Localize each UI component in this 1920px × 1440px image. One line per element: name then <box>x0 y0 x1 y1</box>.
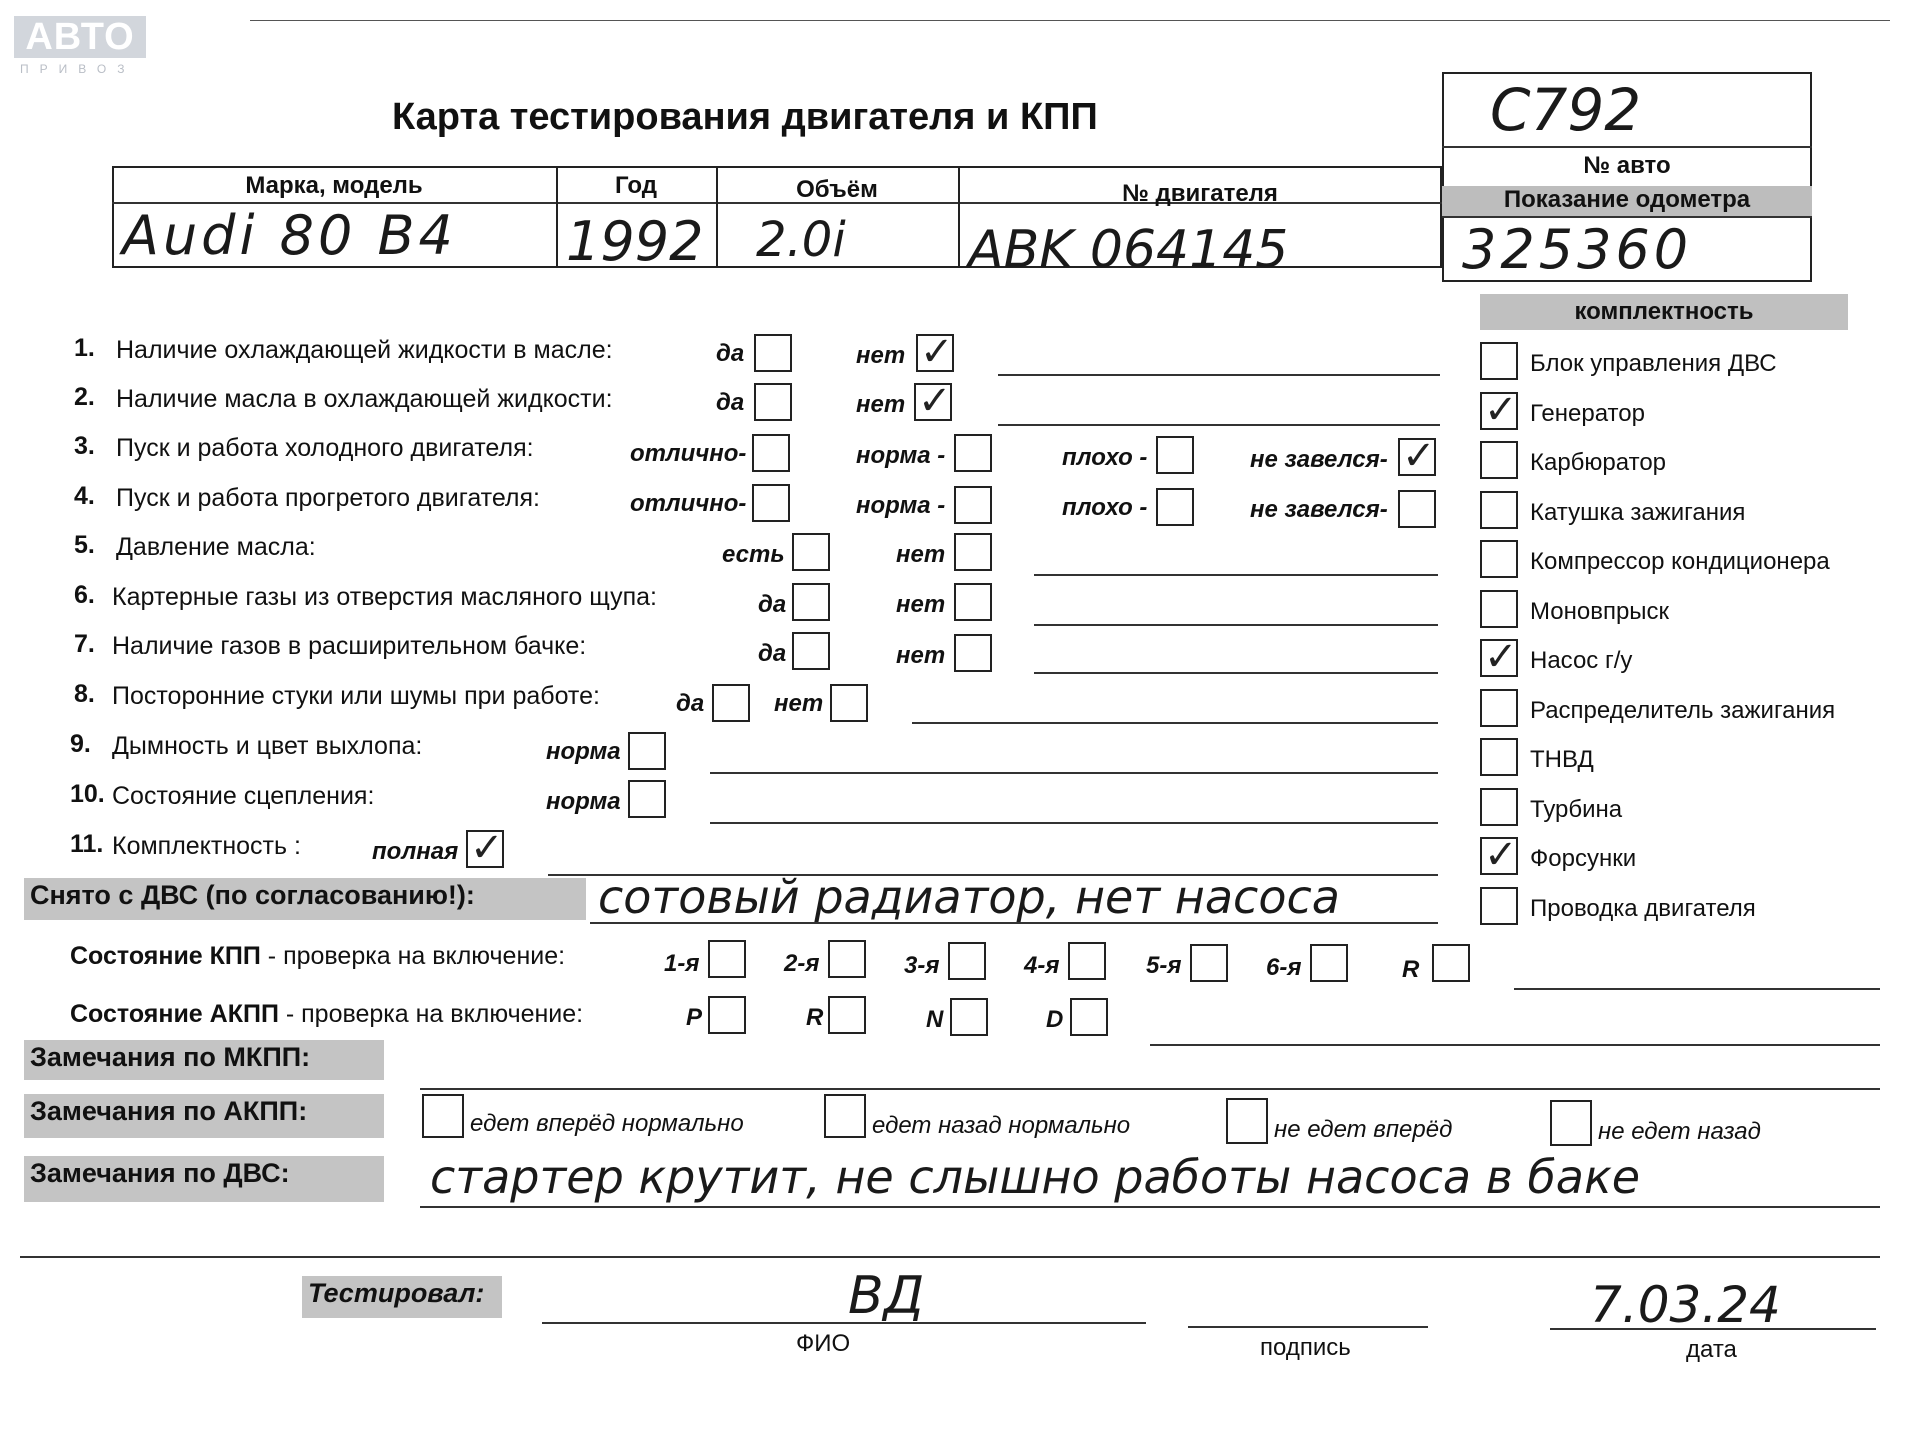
question-number: 9. <box>70 730 91 758</box>
completeness-label: Проводка двигателя <box>1530 895 1756 922</box>
option-label: нет <box>896 642 946 669</box>
column-header-volume: Объём <box>796 176 878 203</box>
completeness-checkbox[interactable] <box>1480 639 1518 677</box>
question-number: 5. <box>74 531 95 559</box>
removed-line <box>590 922 1438 924</box>
option-label: нет <box>856 342 906 369</box>
test-date-value: 7.03.24 <box>1590 1276 1781 1334</box>
q6-option-yes-checkbox[interactable] <box>792 583 830 621</box>
tested-by-label: Тестировал: <box>302 1276 502 1318</box>
q10-option-normal-checkbox[interactable] <box>628 780 666 818</box>
akpp-notes-line <box>1150 1044 1880 1046</box>
akpp-position-label: R <box>806 1004 824 1031</box>
akpp-option-label: едет вперёд нормально <box>470 1110 744 1137</box>
akpp-d-checkbox[interactable] <box>1070 998 1108 1036</box>
question-text: Посторонние стуки или шумы при работе: <box>112 682 600 710</box>
akpp-position-label: D <box>1046 1006 1064 1033</box>
column-header-brand: Марка, модель <box>245 172 423 199</box>
completeness-label: Блок управления ДВС <box>1530 350 1777 377</box>
q11-option-full-checkbox[interactable] <box>466 830 504 868</box>
gear-r-checkbox[interactable] <box>1432 944 1470 982</box>
akpp-forward-ok-checkbox[interactable] <box>422 1094 464 1138</box>
odometer-value: 325360 <box>1462 218 1693 281</box>
q1-option-no-checkbox[interactable] <box>916 334 954 372</box>
remarks-akpp-label: Замечания по АКПП: <box>24 1094 384 1138</box>
q3-option-excellent-checkbox[interactable] <box>752 434 790 472</box>
akpp-label-bold: Состояние АКПП <box>70 1000 279 1028</box>
gear-label: 1-я <box>664 950 700 977</box>
akpp-option-label: едет назад нормально <box>872 1112 1131 1139</box>
question-text: Давление масла: <box>116 533 316 561</box>
q8-option-no-checkbox[interactable] <box>830 684 868 722</box>
question-number: 4. <box>74 482 95 510</box>
notes-line <box>1034 672 1438 674</box>
akpp-position-label: N <box>926 1006 944 1033</box>
completeness-header: комплектность <box>1480 294 1848 330</box>
option-label: норма <box>546 738 621 765</box>
completeness-label: Турбина <box>1530 796 1623 823</box>
remarks-mkpp-label: Замечания по МКПП: <box>24 1040 384 1080</box>
q4-option-no-start-checkbox[interactable] <box>1398 490 1436 528</box>
completeness-checkbox[interactable] <box>1480 441 1518 479</box>
akpp-option-label: не едет вперёд <box>1274 1116 1453 1143</box>
akpp-position-label: P <box>686 1004 703 1031</box>
q6-option-no-checkbox[interactable] <box>954 583 992 621</box>
completeness-label: Распределитель зажигания <box>1530 697 1836 724</box>
option-label: не завелся- <box>1250 496 1388 523</box>
q7-option-no-checkbox[interactable] <box>954 634 992 672</box>
question-text: Дымность и цвет выхлопа: <box>112 732 423 760</box>
q4-option-bad-checkbox[interactable] <box>1156 488 1194 526</box>
notes-line <box>998 374 1440 376</box>
value-volume: 2.0i <box>756 212 846 268</box>
completeness-checkbox[interactable] <box>1480 392 1518 430</box>
kpp-notes-line <box>1514 988 1880 990</box>
akpp-option-label: не едет назад <box>1598 1118 1761 1145</box>
gear-6-checkbox[interactable] <box>1310 944 1348 982</box>
q8-option-yes-checkbox[interactable] <box>712 684 750 722</box>
auto-number-divider <box>1442 146 1812 148</box>
gear-3-checkbox[interactable] <box>948 942 986 980</box>
notes-line <box>912 722 1438 724</box>
gear-label: 6-я <box>1266 954 1302 981</box>
avto-privoz-logo <box>14 16 146 76</box>
kpp-label-rest: - проверка на включение: <box>260 942 566 970</box>
question-number: 7. <box>74 630 95 658</box>
option-label: полная <box>372 838 459 865</box>
q1-option-yes-checkbox[interactable] <box>754 334 792 372</box>
completeness-checkbox[interactable] <box>1480 491 1518 529</box>
question-text: Пуск и работа холодного двигателя: <box>116 434 534 462</box>
notes-line <box>710 772 1438 774</box>
question-number: 1. <box>74 334 95 362</box>
completeness-checkbox[interactable] <box>1480 887 1518 925</box>
remarks-mkpp-line <box>420 1088 1880 1090</box>
completeness-checkbox[interactable] <box>1480 590 1518 628</box>
completeness-checkbox[interactable] <box>1480 689 1518 727</box>
completeness-label: ТНВД <box>1530 746 1594 773</box>
gear-label: 2-я <box>784 950 820 977</box>
gear-label: R <box>1402 956 1420 983</box>
question-number: 8. <box>74 680 95 708</box>
option-label: нет <box>774 690 824 717</box>
gear-4-checkbox[interactable] <box>1068 942 1106 980</box>
q4-option-normal-checkbox[interactable] <box>954 486 992 524</box>
akpp-label-rest: - проверка на включение: <box>278 1000 584 1028</box>
removed-label: Снято с ДВС (по согласованию!): <box>24 878 586 920</box>
option-label: норма - <box>856 442 946 469</box>
option-label: нет <box>896 541 946 568</box>
q3-option-normal-checkbox[interactable] <box>954 434 992 472</box>
option-label: нет <box>856 391 906 418</box>
column-header-year: Год <box>615 172 657 199</box>
question-text: Наличие масла в охлаждающей жидкости: <box>116 385 613 413</box>
removed-note: сотовый радиатор, нет насоса <box>598 870 1340 924</box>
q5-option-no-checkbox[interactable] <box>954 533 992 571</box>
question-text: Наличие охлаждающей жидкости в масле: <box>116 336 613 364</box>
akpp-no-forward-checkbox[interactable] <box>1226 1098 1268 1144</box>
notes-line <box>998 424 1440 426</box>
option-label: отлично- <box>630 490 747 517</box>
kpp-label-bold: Состояние КПП <box>70 942 261 970</box>
q5-option-yes-checkbox[interactable] <box>792 533 830 571</box>
completeness-label: Форсунки <box>1530 845 1637 872</box>
remarks-dvs-label: Замечания по ДВС: <box>24 1156 384 1202</box>
gear-label: 3-я <box>904 952 940 979</box>
question-text: Пуск и работа прогретого двигателя: <box>116 484 540 512</box>
option-label: отлично- <box>630 440 747 467</box>
q2-option-yes-checkbox[interactable] <box>754 383 792 421</box>
auto-number-value: C792 <box>1490 76 1642 144</box>
column-header-engine-number: № двигателя <box>1122 180 1278 207</box>
completeness-label: Генератор <box>1530 400 1645 427</box>
logo-text: АВТО <box>14 16 146 58</box>
akpp-reverse-ok-checkbox[interactable] <box>824 1094 866 1138</box>
option-label: да <box>758 640 787 667</box>
q3-option-no-start-checkbox[interactable] <box>1398 438 1436 476</box>
akpp-no-reverse-checkbox[interactable] <box>1550 1100 1592 1146</box>
logo-subtext: ПРИВОЗ <box>20 62 136 76</box>
option-label: да <box>758 591 787 618</box>
question-text: Картерные газы из отверстия масляного щупа: <box>112 583 657 611</box>
question-text: Состояние сцепления: <box>112 782 375 810</box>
signature-line <box>1188 1326 1428 1328</box>
page-title: Карта тестирования двигателя и КПП <box>392 96 1098 138</box>
gear-label: 5-я <box>1146 952 1182 979</box>
q4-option-excellent-checkbox[interactable] <box>752 484 790 522</box>
option-label: есть <box>722 541 785 568</box>
completeness-label: Карбюратор <box>1530 449 1667 476</box>
fio-line <box>542 1322 1146 1324</box>
akpp-n-checkbox[interactable] <box>950 998 988 1036</box>
option-label: да <box>716 389 745 416</box>
completeness-checkbox[interactable] <box>1480 788 1518 826</box>
top-rule <box>250 20 1890 21</box>
option-label: да <box>676 690 705 717</box>
signature-label: подпись <box>1260 1334 1351 1361</box>
option-label: да <box>716 340 745 367</box>
completeness-label: Компрессор кондиционера <box>1530 548 1830 575</box>
question-number: 3. <box>74 432 95 460</box>
q7-option-yes-checkbox[interactable] <box>792 632 830 670</box>
value-year: 1992 <box>566 210 704 273</box>
gear-2-checkbox[interactable] <box>828 940 866 978</box>
completeness-label: Моновпрыск <box>1530 598 1670 625</box>
kpp-label <box>70 942 565 971</box>
completeness-label: Катушка зажигания <box>1530 499 1746 526</box>
fio-label: ФИО <box>796 1330 851 1357</box>
q2-option-no-checkbox[interactable] <box>914 383 952 421</box>
remarks-dvs-note: стартер крутит, не слышно работы насоса в баке <box>430 1150 1641 1204</box>
akpp-r-checkbox[interactable] <box>828 996 866 1034</box>
tester-fio-value: ВД <box>848 1266 925 1326</box>
remarks-dvs-line <box>420 1206 1880 1208</box>
akpp-label <box>70 1000 583 1029</box>
notes-line <box>1034 624 1438 626</box>
value-engine-number: ABK 064145 <box>968 220 1289 280</box>
gear-label: 4-я <box>1024 952 1060 979</box>
odometer-label: Показание одометра <box>1503 186 1751 213</box>
gear-1-checkbox[interactable] <box>708 940 746 978</box>
option-label: нет <box>896 591 946 618</box>
date-line <box>1550 1328 1876 1330</box>
question-text: Комплектность : <box>112 832 301 860</box>
notes-line <box>710 822 1438 824</box>
completeness-checkbox[interactable] <box>1480 738 1518 776</box>
option-label: не завелся- <box>1250 446 1388 473</box>
akpp-p-checkbox[interactable] <box>708 996 746 1034</box>
q9-option-normal-checkbox[interactable] <box>628 732 666 770</box>
completeness-checkbox[interactable] <box>1480 837 1518 875</box>
value-brand: Audi 80 B4 <box>122 204 457 267</box>
question-number: 6. <box>74 581 95 609</box>
option-label: норма - <box>856 492 946 519</box>
option-label: плохо - <box>1062 494 1148 521</box>
gear-5-checkbox[interactable] <box>1190 944 1228 982</box>
option-label: плохо - <box>1062 444 1148 471</box>
remarks-bottom-line <box>20 1256 1880 1258</box>
completeness-label: Насос г/у <box>1530 647 1633 674</box>
question-number: 10. <box>70 780 105 808</box>
completeness-checkbox[interactable] <box>1480 540 1518 578</box>
question-number: 11. <box>70 830 104 858</box>
auto-number-label: № авто <box>1583 152 1671 179</box>
date-label: дата <box>1686 1336 1737 1363</box>
notes-line <box>1034 574 1438 576</box>
option-label: норма <box>546 788 621 815</box>
completeness-checkbox[interactable] <box>1480 342 1518 380</box>
question-number: 2. <box>74 383 95 411</box>
question-text: Наличие газов в расширительном бачке: <box>112 632 587 660</box>
q3-option-bad-checkbox[interactable] <box>1156 436 1194 474</box>
